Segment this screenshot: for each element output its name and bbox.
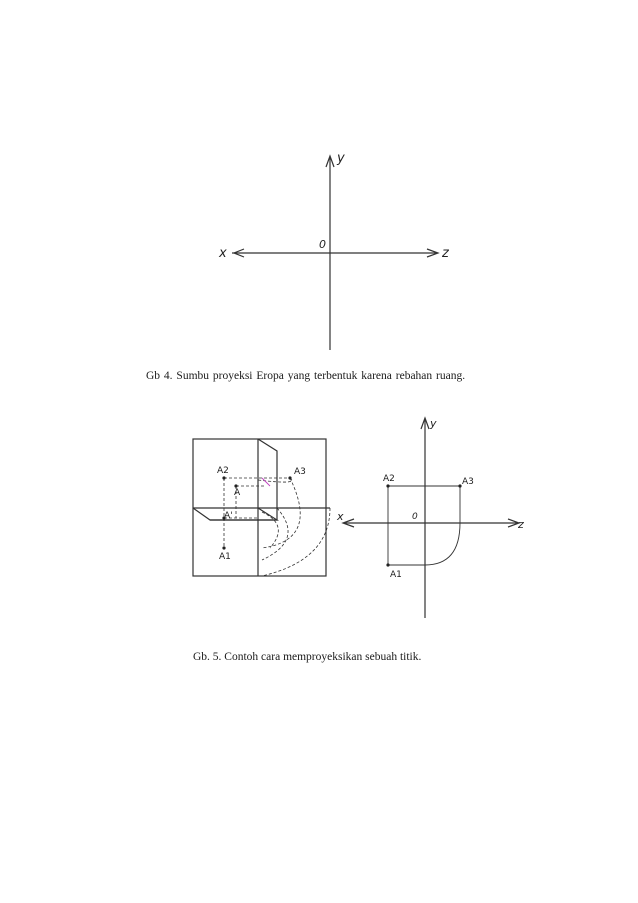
unfolded-origin-label: 0: [412, 512, 418, 522]
z-axis-label: z: [442, 246, 449, 261]
figure-5-caption: Gb. 5. Contoh cara memproyeksikan sebuah titik.: [193, 651, 422, 663]
box-label-a3: A3: [294, 467, 306, 477]
box-label-a1: A1: [219, 552, 231, 562]
figure-unfolded-axes: [343, 418, 519, 618]
unfolded-label-a1: A1: [390, 570, 402, 580]
unfolded-label-a3: A3: [462, 477, 474, 487]
unfolded-label-a2: A2: [383, 474, 395, 484]
unfolded-x-label: x: [337, 510, 344, 523]
figure-projection-box: [193, 439, 330, 576]
x-axis-label: x: [219, 246, 227, 261]
box-label-a2: A2: [217, 466, 229, 476]
figure-4-caption: Gb 4. Sumbu proyeksi Eropa yang terbentuk karena rebahan ruang.: [146, 370, 466, 382]
unfolded-y-label: y: [430, 417, 437, 430]
box-label-a-front: A': [224, 511, 233, 521]
origin-label: 0: [319, 238, 326, 251]
box-label-a: A: [234, 488, 241, 498]
unfolded-z-label: z: [518, 518, 524, 531]
y-axis-label: y: [337, 151, 345, 166]
